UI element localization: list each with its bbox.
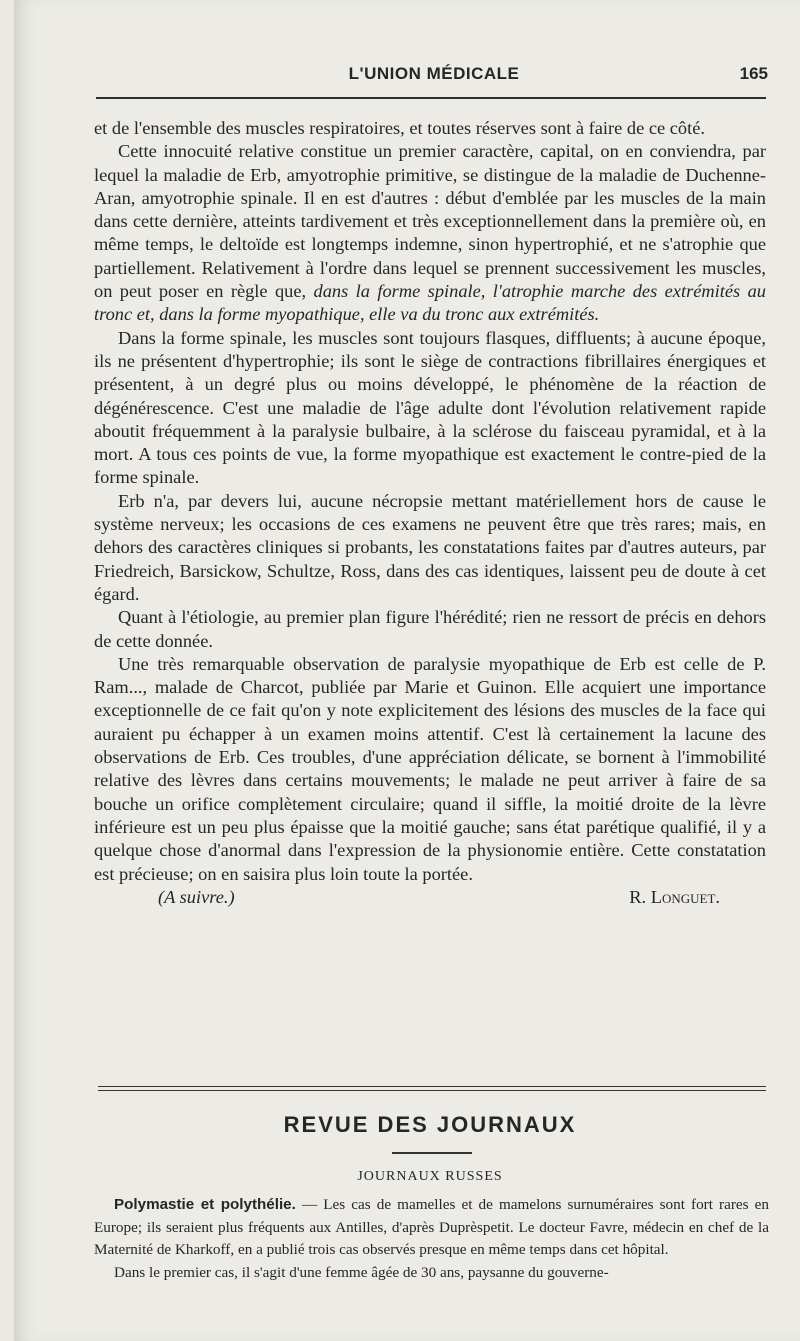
author-initial: R. — [629, 886, 651, 907]
paragraph-5: Quant à l'étiologie, au premier plan figure l'hérédité; rien ne ressort de précis en dehors de cette donnée. — [94, 607, 766, 651]
page-number: 165 — [739, 64, 768, 83]
article — [94, 1194, 769, 1284]
paragraph-4: Erb n'a, par devers lui, aucune nécropsie mettant matériellement hors de cause le système nerveux; les occasions de ces examens ne peuvent être que très rares; mais, en dehors des caractères cliniques si probants, les constatations faites par d'autres auteurs, par Friedreich, Barsickow, Schultze, Ross, dans des cas identiques, laissent peu de doute à cet égard. — [94, 490, 766, 604]
paragraph-2 — [94, 140, 766, 326]
signature-line — [94, 886, 766, 909]
article-paragraph-2: Dans le premier cas, il s'agit d'une femme âgée de 30 ans, paysanne du gouverne- — [114, 1263, 609, 1281]
paragraph-1: et de l'ensemble des muscles respiratoires, et toutes réserves sont à faire de ce côté. — [94, 118, 705, 138]
page — [14, 0, 800, 1341]
header-rule — [96, 97, 766, 99]
article-title: Polymastie et polythélie. — [114, 1196, 296, 1213]
author-signature — [629, 886, 720, 909]
paragraph-2-text: Cette innocuité relative constitue un premier caractère, capital, on en conviendra, par lequel la maladie de Erb, amyotrophie primitive, se distingue de la maladie de Duchenne-Aran, amyotrophie spinale. Il en est d'autres : début d'emblée par les muscles de la main dans cette dernière, atteints tardivement et très exceptionnellement dans la première où, en même temps, le deltoïde est longtemps indemne, sinon hypertrophié, et ne s'atrophie que partiellement. Relativement à l'ordre dans lequel se prennent successivement les muscles, on peut poser en règle que, — [94, 141, 766, 302]
main-text — [94, 117, 766, 909]
section-divider — [98, 1086, 766, 1091]
page-header — [94, 62, 774, 90]
section-title-rule — [392, 1152, 472, 1154]
continuation-note: (A suivre.) — [158, 886, 235, 907]
paragraph-3: Dans la forme spinale, les muscles sont toujours flasques, diffluents; à aucune époque, ils ne présentent d'hypertrophie; ils sont le siège de contractions fibrillaires énergiques et présentent, à un degré plus ou moins développé, le phénomène de la réaction de dégénérescence. C'est une maladie de l'âge adulte dont l'évolution relativement rapide aboutit fréquemment à la paralysie bulbaire, à la sclérose du faisceau pyramidal, et à la mort. A tous ces points de vue, la forme myopathique est exactement le contre-pied de la forme spinale. — [94, 327, 766, 488]
article-paragraph-1 — [94, 1194, 769, 1262]
paragraph-2-italic: dans la forme spinale, l'atrophie marche des extrémités au tronc et, dans la forme myopathique, elle va du tronc aux extrémités. — [94, 281, 766, 325]
paragraph-6: Une très remarquable observation de paralysie myopathique de Erb est celle de P. Ram..., malade de Charcot, publiée par Marie et Guinon. Elle acquiert une importance exceptionnelle de ce fait qu'on y note explicitement des lésions des muscles de la face qui auraient pu échapper à un examen moins attentif. C'est là certainement la lacune des observations de Erb. Ces troubles, d'une appréciation délicate, se bornent à l'immobilité relative des lèvres dans certains mouvements; le malade ne peut arriver à faire de sa bouche un orifice complètement circulaire; quand il siffle, la moitié droite de la lèvre inférieure est un peu plus épaisse que la moitié gauche; sans état parétique qualifié, il y a quelque chose d'anormal dans l'expression de la physionomie entière. Cette constatation est précieuse; on en saisira plus loin toute la portée. — [94, 653, 766, 884]
subsection-title: JOURNAUX RUSSES — [357, 1169, 503, 1184]
author-name: Longuet. — [650, 886, 720, 907]
section-title: REVUE DES JOURNAUX — [283, 1112, 577, 1137]
running-title: L'UNION MÉDICALE — [348, 64, 520, 83]
article-paragraph-1-text: — Les cas de mamelles et de mamelons surnuméraires sont fort rares en Europe; ils seraient plus fréquents aux Antilles, d'après Duprèspetit. Le docteur Favre, médecin en chef de la Maternité de Kharkoff, en a publié trois cas observés presque en même temps dans cet hôpital. — [94, 1196, 770, 1258]
